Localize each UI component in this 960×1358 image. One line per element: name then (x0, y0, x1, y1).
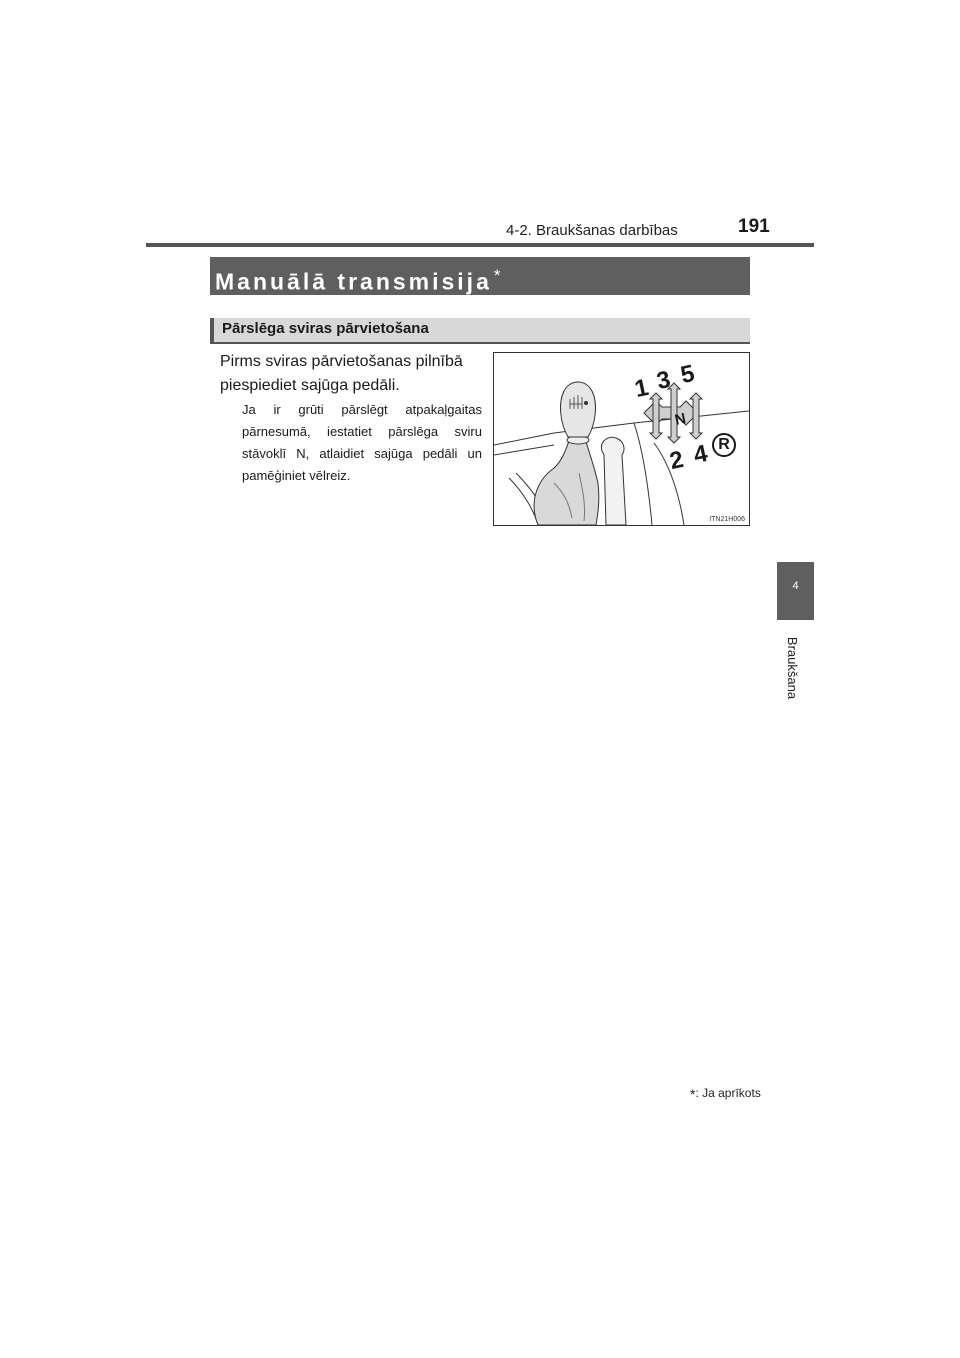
footnote-text: : Ja aprīkots (695, 1086, 761, 1101)
subsection-title: Pārslēga sviras pārvietošana (222, 320, 429, 337)
gear-5-label: 5 (678, 359, 697, 390)
chapter-tab (777, 562, 814, 620)
gear-shift-illustration (493, 352, 750, 526)
illustration-code: ITN21H006 (709, 516, 745, 523)
chapter-number: 4 (792, 580, 799, 592)
gear-3-label: 3 (654, 365, 673, 396)
gear-2-label: 2 (667, 445, 686, 476)
footnote (690, 1086, 761, 1102)
gear-4-label: 4 (691, 439, 710, 470)
chapter-label: Braukšana (785, 636, 800, 700)
note-paragraph: Ja ir grūti pārslēgt atpakaļgaitas pārnesumā, iestatiet pārslēga sviru stāvoklī N, atlaidiet sajūga pedāli un pamēģiniet vēlreiz. (242, 402, 482, 483)
title-asterisk: * (493, 266, 501, 285)
header-rule (146, 243, 814, 247)
page-number: 191 (738, 216, 770, 237)
gear-lever-drawing (494, 353, 749, 525)
section-header: 4-2. Braukšanas darbības (506, 222, 678, 239)
reverse-label: R (712, 433, 736, 457)
page-title-text: Manuālā transmisija (215, 268, 492, 295)
main-paragraph: Pirms sviras pārvietošanas pilnībā piespiediet sajūga pedāli. (220, 353, 463, 394)
subsection-rule (210, 342, 750, 344)
page-title (215, 260, 500, 298)
footnote-asterisk: * (690, 1086, 696, 1102)
gear-1-label: 1 (632, 373, 651, 404)
neutral-label: N (673, 410, 688, 429)
